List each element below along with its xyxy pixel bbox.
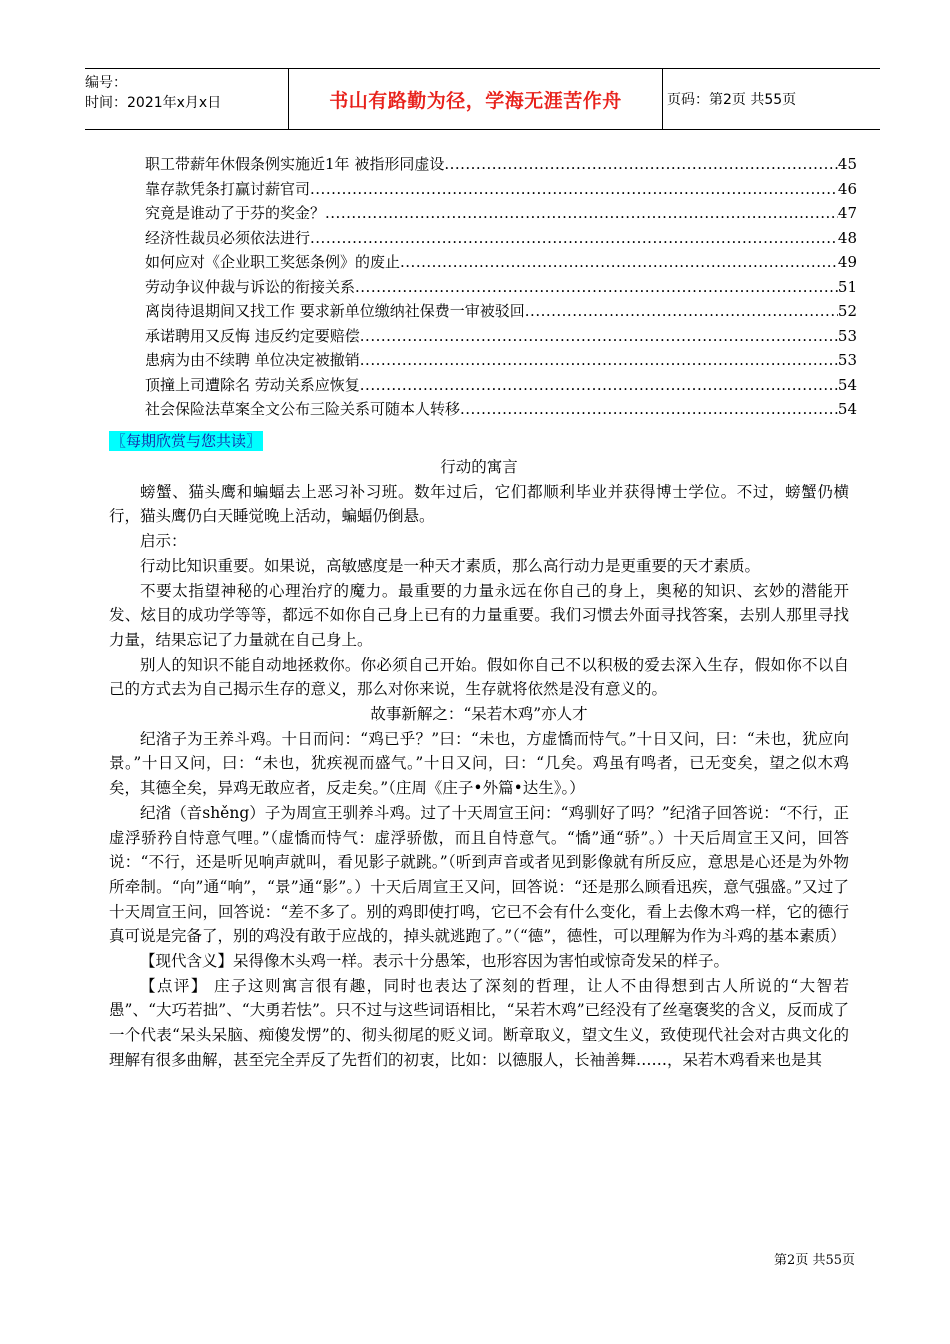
paragraph: 别人的知识不能自动地拯救你。你必须自己开始。假如你自己不以积极的爱去深入生存，假如你不以自己的方式去为自己揭示生存的意义，那么对你来说，生存就将依然是没有意义的。 bbox=[109, 655, 849, 699]
toc-title: 劳动争议仲裁与诉讼的衔接关系 bbox=[145, 277, 356, 296]
paragraph: 纪渻（音shěng）子为周宣王驯养斗鸡。过了十天周宣王问：“鸡驯好了吗？”纪渻子回答说：“不行，正虚浮骄矜自恃意气哩。”（虚憍而恃气：虚浮骄傲，而且自恃意气。“憍”通“骄”。）十天后周宣王又问，回答说：“不行，还是听见响声就叫，看见影子就跳。”（听到声音或者见到影像就有所反应，意思是心还是为外物所牵制。“向”通“响”，“景”通“影”。）十天后周宣王又问，回答说：“还是那么顾看迅疾，意气强盛。”又过了十天周宣王问，回答说：“差不多了。别的鸡即使打鸣，它已不会有什么变化，看上去像木鸡一样，它的德行真可说是完备了，别的鸡没有敢于应战的，掉头就逃跑了。”（“德”，德性，可以理解为作为斗鸡的基本素质） bbox=[109, 803, 849, 946]
toc-entry[interactable] bbox=[145, 373, 857, 398]
paragraph: 不要太指望神秘的心理治疗的魔力。最重要的力量永远在你自己的身上，奥秘的知识、玄妙的潜能开发、炫目的成功学等等，都远不如你自己身上已有的力量重要。我们习惯去外面寻找答案，去别人那里寻找力量，结果忘记了力量就在自己身上。 bbox=[109, 581, 849, 649]
toc-title: 职工带薪年休假条例实施近1年 被指形同虚设 bbox=[145, 155, 445, 173]
paragraph: 【现代含义】呆得像木头鸡一样。表示十分愚笨，也形容因为害怕或惊奇发呆的样子。 bbox=[140, 952, 730, 971]
toc-title: 究竟是谁动了于芬的奖金？ bbox=[145, 204, 326, 222]
toc-page: 54 bbox=[837, 400, 857, 418]
section-banner: 〖每期欣赏与您共读〗 bbox=[111, 432, 262, 450]
paragraph: 纪渻子为王养斗鸡。十日而问：“鸡已乎？”曰：“未也，方虚憍而恃气。”十日又问，曰：“未也，犹应向景。”十日又问，曰：“未也，犹疾视而盛气。”十日又问，曰：“几矣。鸡虽有鸣者，已无变矣，望之似木鸡矣，其德全矣，异鸡无敢应者，反走矣。”（庄周《庄子•外篇•达生》。） bbox=[109, 729, 849, 798]
toc-page: 45 bbox=[837, 155, 857, 173]
toc-entry[interactable] bbox=[145, 299, 857, 324]
toc-page: 53 bbox=[837, 351, 857, 369]
toc-title: 离岗待退期间又找工作 要求新单位缴纳社保费一审被驳回 bbox=[145, 302, 525, 320]
toc-entry[interactable] bbox=[145, 201, 857, 226]
toc-title: 经济性裁员必须依法进行 bbox=[145, 228, 311, 247]
paragraph: 启示： bbox=[140, 532, 187, 551]
header-meta bbox=[85, 69, 288, 129]
toc-entry[interactable] bbox=[145, 324, 857, 349]
toc-title: 社会保险法草案全文公布三险关系可随本人转移 bbox=[145, 400, 461, 418]
page-footer: 第2页 共55页 bbox=[774, 1253, 855, 1268]
toc-page: 49 bbox=[837, 253, 857, 271]
toc-entry[interactable] bbox=[145, 250, 857, 275]
toc-page: 51 bbox=[837, 277, 857, 296]
toc-page: 46 bbox=[837, 179, 857, 198]
header-date: 时间：2021年x月x日 bbox=[85, 95, 222, 111]
toc-entry[interactable] bbox=[145, 226, 857, 251]
toc-entry[interactable] bbox=[145, 177, 857, 202]
toc-title: 患病为由不续聘 单位决定被撤销 bbox=[145, 351, 360, 369]
toc-entry[interactable] bbox=[145, 348, 857, 373]
toc-page: 52 bbox=[837, 302, 857, 320]
toc-entry[interactable] bbox=[145, 275, 857, 300]
toc-title: 承诺聘用又反悔 违反约定要赔偿 bbox=[145, 326, 360, 345]
header-page-info: 页码：第2页 共55页 bbox=[667, 92, 797, 108]
toc-page: 47 bbox=[837, 204, 857, 222]
toc-page: 54 bbox=[837, 375, 857, 394]
toc-title: 顶撞上司遭除名 劳动关系应恢复 bbox=[145, 375, 360, 394]
toc-title: 如何应对《企业职工奖惩条例》的废止 bbox=[145, 253, 401, 271]
toc-entry[interactable] bbox=[145, 397, 857, 422]
table-of-contents bbox=[145, 152, 857, 422]
paragraph: 螃蟹、猫头鹰和蝙蝠去上恶习补习班。数年过后，它们都顺利毕业并获得博士学位。不过，螃蟹仍横行，猫头鹰仍白天睡觉晚上活动，蝙蝠仍倒悬。 bbox=[109, 482, 849, 526]
page-header bbox=[85, 68, 880, 130]
paragraph: 【点评】 庄子这则寓言很有趣，同时也表达了深刻的哲理，让人不由得想到古人所说的“大智若愚”、“大巧若拙”、“大勇若怯”。只不过与这些词语相比，“呆若木鸡”已经没有了丝毫褒奖的含义，反而成了一个代表“呆头呆脑、痴傻发愣”的、彻头彻尾的贬义词。断章取义，望文生义，致使现代社会对古典文化的理解有很多曲解，甚至完全弄反了先哲们的初衷，比如：以德服人，长袖善舞……，呆若木鸡看来也是其 bbox=[109, 976, 849, 1069]
header-motto: 书山有路勤为径，学海无涯苦作舟 bbox=[288, 69, 663, 129]
toc-title: 靠存款凭条打赢讨薪官司 bbox=[145, 179, 311, 198]
article-body bbox=[109, 455, 849, 1073]
story-title: 行动的寓言 bbox=[440, 458, 518, 476]
toc-entry[interactable] bbox=[145, 152, 857, 177]
story-title: 故事新解之：“呆若木鸡”亦人才 bbox=[370, 705, 588, 724]
toc-page: 53 bbox=[837, 326, 857, 345]
paragraph: 行动比知识重要。如果说，高敏感度是一种天才素质，那么高行动力是更重要的天才素质。 bbox=[140, 556, 761, 575]
toc-page: 48 bbox=[837, 228, 857, 247]
header-number: 编号： bbox=[85, 75, 127, 91]
